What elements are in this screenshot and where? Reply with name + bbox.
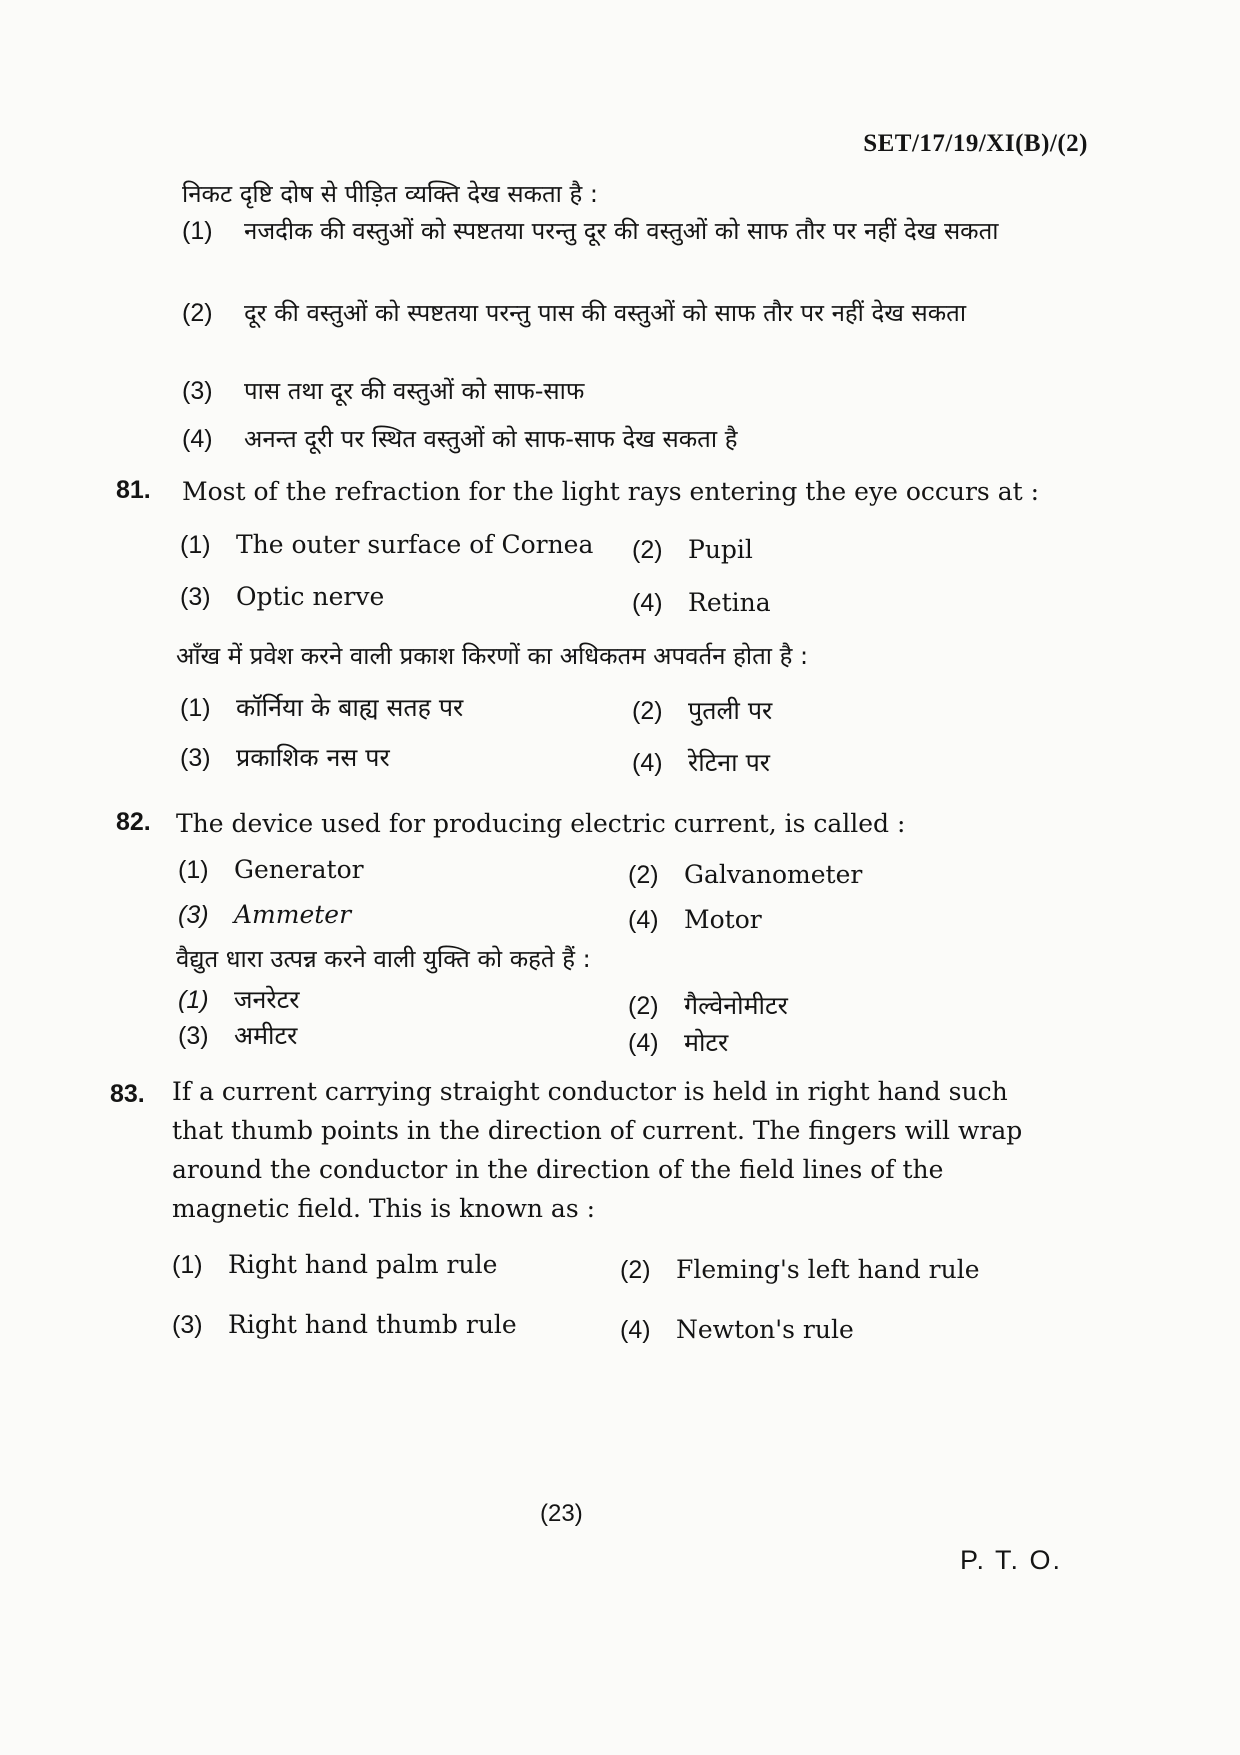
option-2	[632, 535, 753, 565]
option-number: (2)	[620, 1256, 651, 1284]
option-1	[172, 1250, 497, 1280]
option-text: The outer surface of Cornea	[236, 530, 594, 559]
option-number: (2)	[628, 992, 659, 1020]
option-4	[620, 1315, 854, 1345]
option-text: अनन्त दूरी पर स्थित वस्तुओं को साफ-साफ देख सकता है	[244, 425, 738, 453]
option-number: (1)	[178, 856, 209, 884]
question-number: 83.	[110, 1080, 145, 1108]
set-code: SET/17/19/XI(B)/(2)	[863, 130, 1088, 157]
option-text: Right hand palm rule	[228, 1250, 498, 1279]
q80-hindi-option-4	[182, 420, 1082, 458]
question-stem: If a current carrying straight conductor is held in right hand such that thumb points in the direction of current. The fingers will wrap around the conductor in the direction of the field lines of the magnetic field. This is known as :	[172, 1077, 1023, 1223]
option-number: (4)	[632, 749, 663, 777]
option-1-hindi	[180, 690, 463, 724]
question-number: 82.	[116, 808, 151, 836]
option-4-hindi	[628, 1025, 728, 1059]
option-4	[628, 905, 762, 935]
option-number: (3)	[178, 901, 209, 929]
option-4-hindi	[632, 745, 770, 779]
question-stem-hindi: आँख में प्रवेश करने वाली प्रकाश किरणों का अधिकतम अपवर्तन होता है :	[176, 642, 809, 670]
option-1	[180, 530, 593, 560]
q80-hindi-option-3	[182, 372, 1082, 410]
option-number: (1)	[182, 217, 213, 245]
option-number: (2)	[628, 861, 659, 889]
option-text: रेटिना पर	[688, 748, 771, 777]
option-number: (1)	[178, 986, 209, 1014]
q80-hindi-stem: निकट दृष्टि दोष से पीड़ित व्यक्ति देख सकता है :	[182, 180, 598, 208]
option-number: (2)	[632, 536, 663, 564]
option-text: Optic nerve	[236, 582, 385, 611]
option-number: (1)	[172, 1251, 203, 1279]
option-text: दूर की वस्तुओं को स्पष्टतया परन्तु पास की वस्तुओं को साफ तौर पर नहीं देख सकता	[244, 299, 967, 327]
question-stem: Most of the refraction for the light rays entering the eye occurs at :	[182, 477, 1040, 506]
option-text: पास तथा दूर की वस्तुओं को साफ-साफ	[244, 377, 585, 405]
option-text: Pupil	[688, 535, 753, 564]
option-text: जनरेटर	[234, 985, 300, 1014]
option-3	[178, 900, 351, 930]
option-number: (3)	[172, 1311, 203, 1339]
option-number: (2)	[632, 697, 663, 725]
option-number: (4)	[628, 1029, 659, 1057]
option-text: Ammeter	[234, 900, 352, 929]
option-2	[628, 860, 862, 890]
option-text: गैल्वेनोमीटर	[684, 991, 788, 1020]
question-number: 81.	[116, 476, 151, 504]
question-stem: The device used for producing electric current, is called :	[176, 809, 906, 838]
option-text: Motor	[684, 905, 762, 934]
option-3	[180, 582, 384, 612]
option-number: (1)	[180, 694, 211, 722]
option-2-hindi	[632, 693, 772, 727]
option-number: (4)	[182, 425, 213, 453]
option-number: (2)	[182, 299, 213, 327]
page-number: (23)	[540, 1500, 583, 1527]
option-text: प्रकाशिक नस पर	[236, 743, 390, 772]
option-number: (3)	[182, 377, 213, 405]
option-text: Right hand thumb rule	[228, 1310, 517, 1339]
option-3-hindi	[178, 1018, 297, 1052]
option-2-hindi	[628, 988, 788, 1022]
option-number: (1)	[180, 531, 211, 559]
option-text: Generator	[234, 855, 364, 884]
question-stem-hindi: वैद्युत धारा उत्पन्न करने वाली युक्ति को कहते हैं :	[176, 945, 591, 973]
option-3-hindi	[180, 740, 390, 774]
option-4	[632, 588, 771, 618]
option-2	[620, 1255, 980, 1285]
q80-hindi-option-1	[182, 212, 1082, 250]
option-text: Galvanometer	[684, 860, 863, 889]
option-text: अमीटर	[234, 1021, 298, 1050]
option-number: (3)	[178, 1022, 209, 1050]
option-number: (4)	[632, 589, 663, 617]
option-number: (4)	[628, 906, 659, 934]
option-text: Fleming's left hand rule	[676, 1255, 980, 1284]
option-number: (4)	[620, 1316, 651, 1344]
option-text: Retina	[688, 588, 771, 617]
option-number: (3)	[180, 583, 211, 611]
q80-hindi-option-2	[182, 294, 1082, 332]
option-text: कॉर्निया के बाह्य सतह पर	[236, 693, 464, 722]
option-text: नजदीक की वस्तुओं को स्पष्टतया परन्तु दूर की वस्तुओं को साफ तौर पर नहीं देख सकता	[244, 217, 999, 245]
option-text: पुतली पर	[688, 696, 773, 725]
option-text: Newton's rule	[676, 1315, 854, 1344]
option-text: मोटर	[684, 1028, 729, 1057]
option-3	[172, 1310, 517, 1340]
option-1	[178, 855, 364, 885]
option-number: (3)	[180, 744, 211, 772]
option-1-hindi	[178, 982, 299, 1016]
please-turn-over: P. T. O.	[960, 1545, 1063, 1575]
